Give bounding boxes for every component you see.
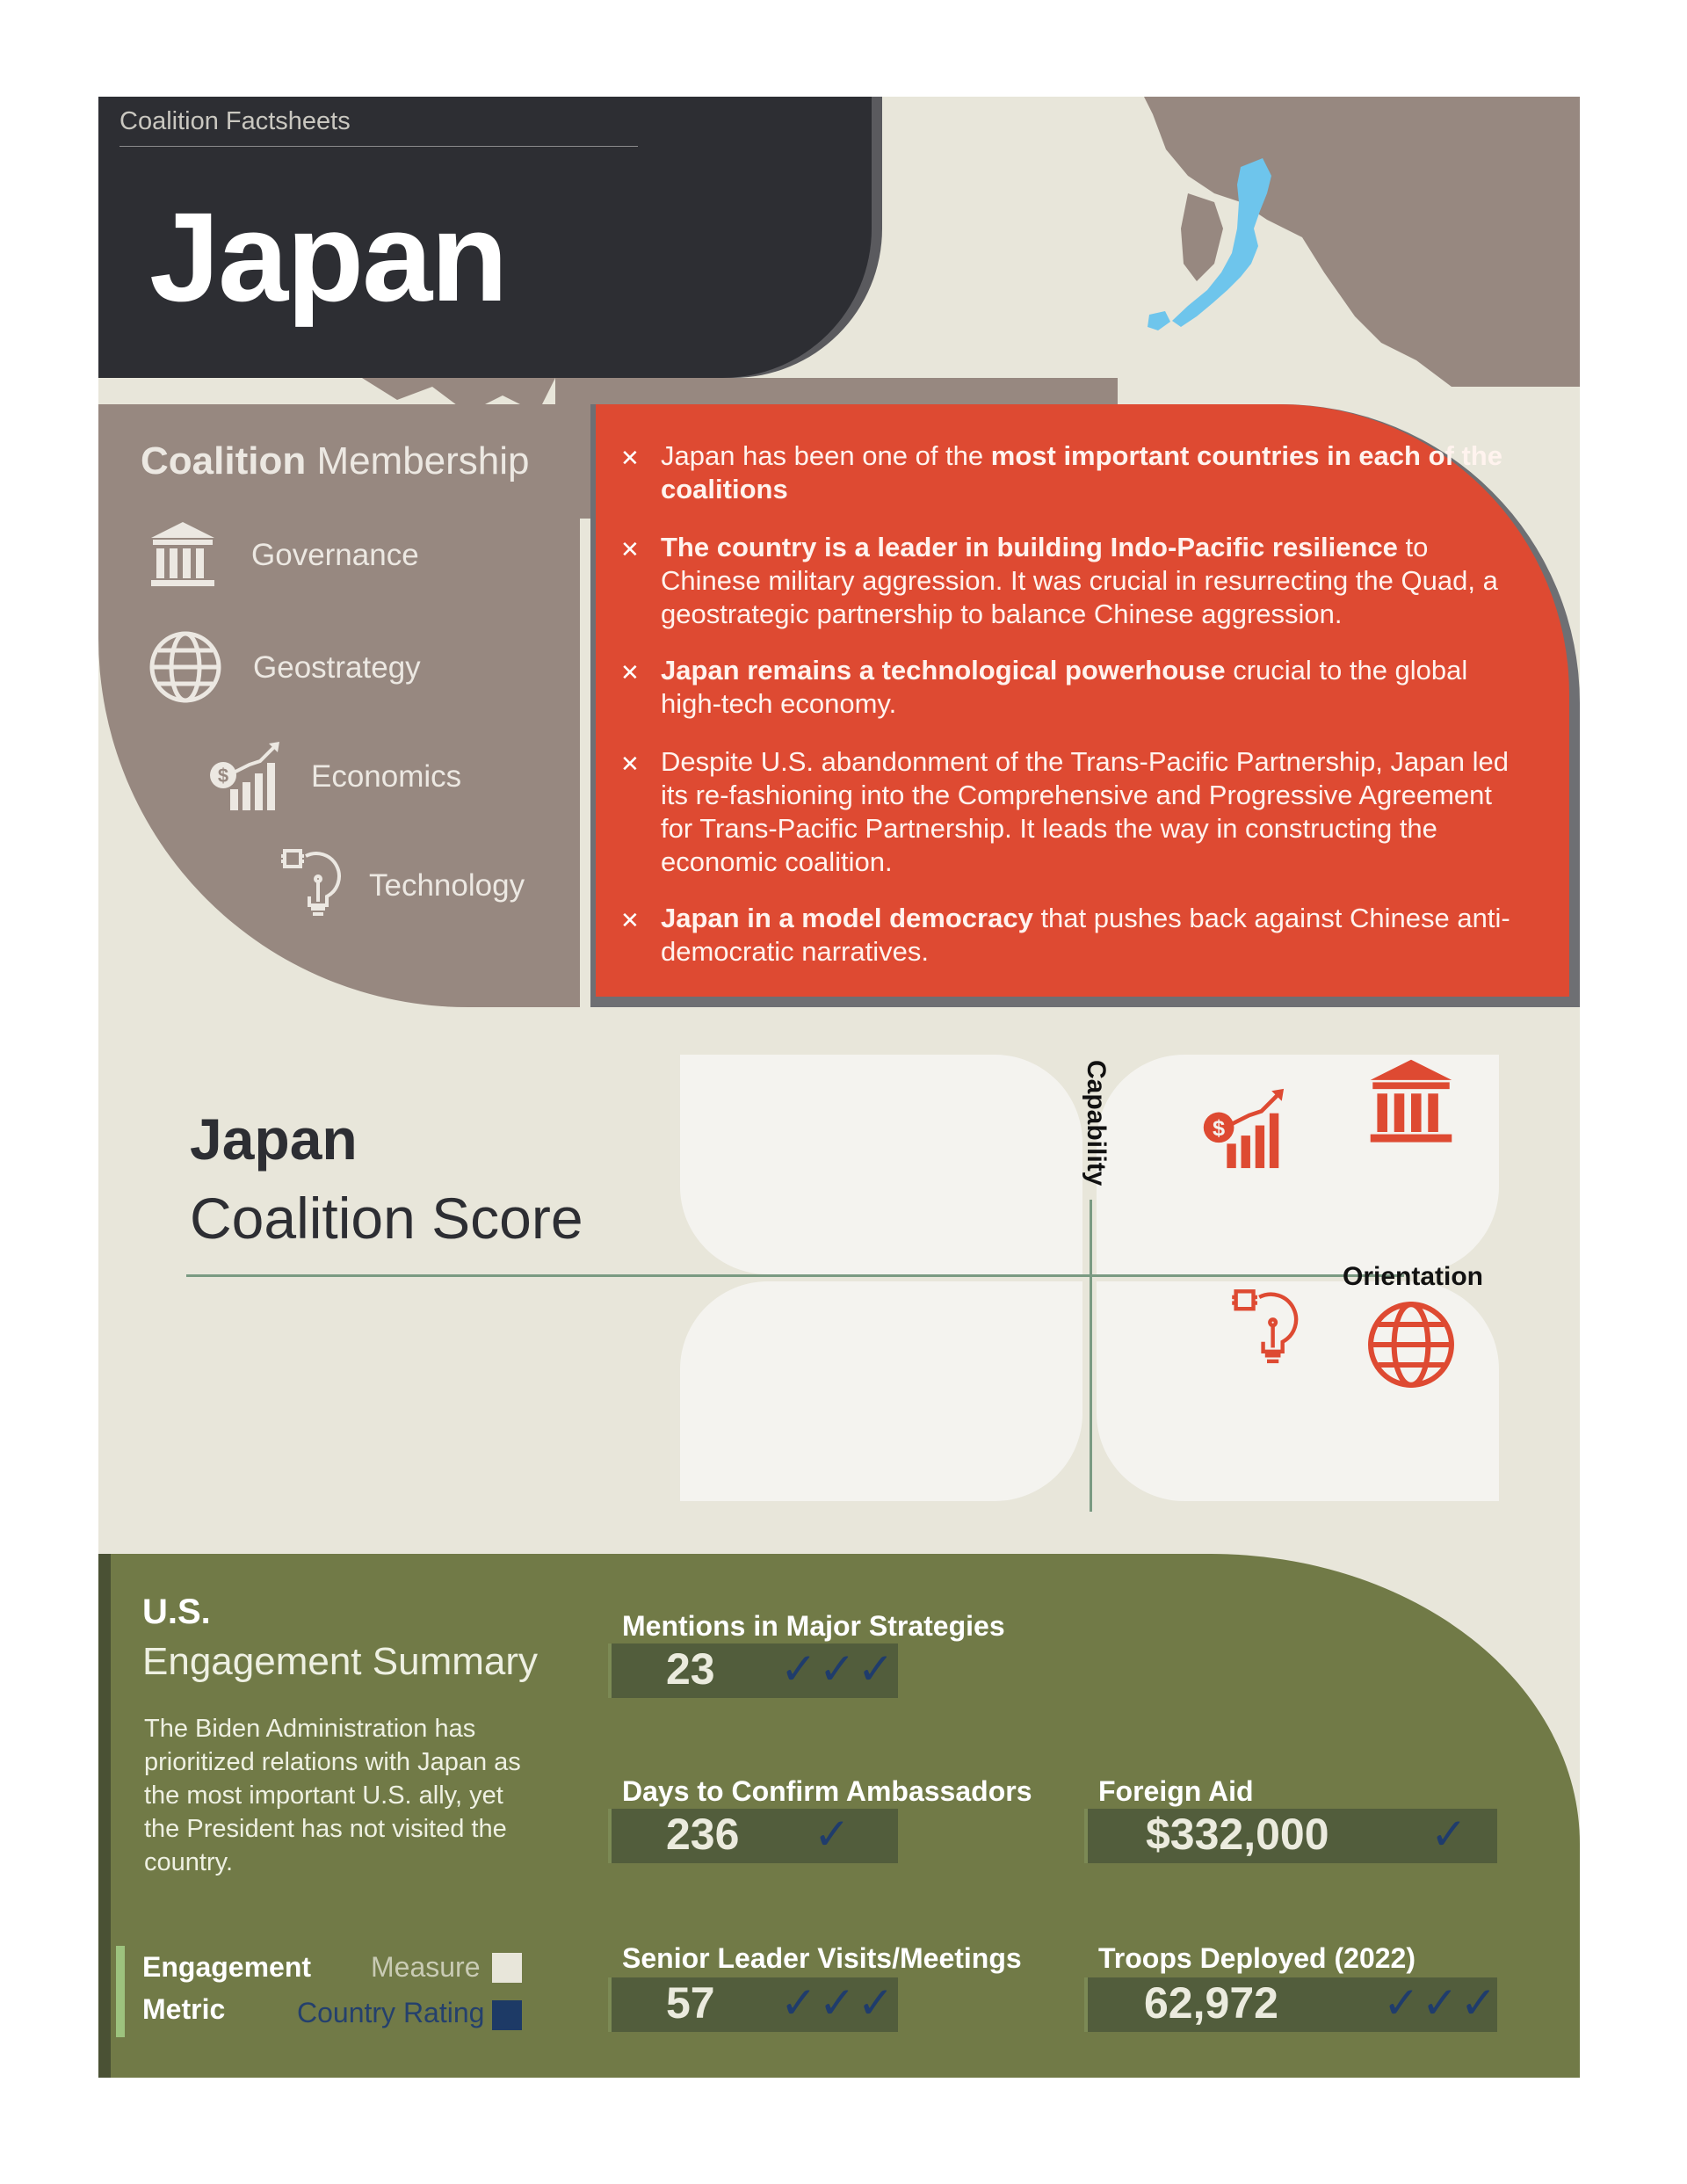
metric-value: 57 <box>666 1978 715 2028</box>
tech-bulb-icon <box>279 844 346 924</box>
engagement-heading: U.S. <box>142 1593 211 1631</box>
key-facts-panel <box>596 404 1569 997</box>
tech-bulb-icon <box>1230 1283 1304 1372</box>
legend-accent-bar <box>116 1946 125 2037</box>
metric-value: 236 <box>666 1810 740 1859</box>
fact-bullet-icon: ✕ <box>620 659 640 686</box>
fact-item: Japan in a model democracy that pushes back against Chinese anti-democratic narratives. <box>661 903 1510 967</box>
metric-card <box>608 1809 898 1863</box>
factsheet <box>98 97 1580 2078</box>
quadrant-top-left <box>680 1055 1082 1274</box>
globe-icon <box>1365 1299 1457 1395</box>
membership-heading <box>141 439 530 483</box>
eyebrow-label: Coalition Factsheets <box>119 107 351 135</box>
engagement-body-text: The Biden Administration has prioritized relations with Japan as the most important U.S. ally, yet the President has not visited the country. <box>144 1715 521 1876</box>
membership-heading-light: Membership <box>316 439 530 483</box>
membership-item-governance: Governance <box>251 538 419 572</box>
page-title: Japan <box>149 186 507 328</box>
legend-title-line1: Engagement <box>142 1951 312 1983</box>
fact-bullet-icon: ✕ <box>620 536 640 562</box>
rating-checkmarks: ✓ <box>1430 1810 1469 1859</box>
metric-value: $332,000 <box>1146 1810 1329 1859</box>
svg-text:$: $ <box>217 765 229 787</box>
metric-label: Mentions in Major Strategies <box>622 1610 1005 1642</box>
bank-icon <box>1364 1053 1459 1152</box>
legend-rating-label: Country Rating <box>297 1997 485 2028</box>
fact-bullet-icon: ✕ <box>620 751 640 777</box>
score-title: Japan <box>190 1107 358 1172</box>
legend-measure-swatch <box>492 1953 522 1983</box>
membership-heading-bold: Coalition <box>141 439 307 483</box>
growth-chart-icon <box>1198 1085 1290 1177</box>
metric-label: Foreign Aid <box>1098 1775 1254 1807</box>
fact-item: Despite U.S. abandonment of the Trans-Pacific Partnership, Japan led its re-fashioning into the Comprehensive and Progressive Agreement for Trans-Pacific Partnership. It leads the way in constructing the economic coalition. <box>661 746 1509 877</box>
membership-item-geostrategy: Geostrategy <box>253 650 421 685</box>
growth-chart-icon <box>206 738 285 818</box>
metric-value: 62,972 <box>1144 1978 1278 2028</box>
legend-title-line2: Metric <box>142 1993 226 2025</box>
membership-item-economics: Economics <box>311 759 462 794</box>
engagement-subheading: Engagement Summary <box>142 1640 538 1683</box>
fact-item: Japan remains a technological powerhouse crucial to the global high-tech economy. <box>661 655 1468 719</box>
header-card <box>98 97 872 378</box>
orientation-axis-label: Orientation <box>1343 1262 1484 1291</box>
svg-text:$: $ <box>1213 1116 1226 1142</box>
metric-value: 23 <box>666 1644 715 1694</box>
orientation-axis-line <box>186 1274 1404 1277</box>
metric-label: Troops Deployed (2022) <box>1098 1942 1415 1974</box>
rating-checkmarks: ✓✓✓ <box>780 1644 896 1694</box>
score-subtitle: Coalition Score <box>190 1186 583 1251</box>
metric-label: Senior Leader Visits/Meetings <box>622 1942 1022 1974</box>
legend-rating-swatch <box>492 2000 522 2030</box>
fact-bullet-icon: ✕ <box>620 907 640 933</box>
membership-item-technology: Technology <box>369 868 525 903</box>
fact-bullet-icon: ✕ <box>620 445 640 471</box>
fact-item: Japan has been one of the most important countries in each of the coalitions <box>661 440 1502 504</box>
globe-icon <box>148 629 223 709</box>
capability-axis-line <box>1090 1200 1092 1512</box>
rating-checkmarks: ✓✓✓ <box>1383 1978 1499 2028</box>
metric-label: Days to Confirm Ambassadors <box>622 1775 1032 1807</box>
fact-item: The country is a leader in building Indo-Pacific resilience to Chinese military aggression. It was crucial in resurrecting the Quad, a geostrategic partnership to balance Chinese aggression. <box>661 532 1498 629</box>
quadrant-bottom-left <box>680 1281 1082 1501</box>
coalition-membership-panel <box>98 404 580 1007</box>
bank-icon <box>146 517 220 595</box>
capability-axis-label: Capability <box>1082 1060 1111 1186</box>
rating-checkmarks: ✓ <box>814 1810 852 1859</box>
rating-checkmarks: ✓✓✓ <box>780 1978 896 2028</box>
legend-measure-label: Measure <box>371 1951 481 1983</box>
eyebrow-divider <box>119 146 638 147</box>
